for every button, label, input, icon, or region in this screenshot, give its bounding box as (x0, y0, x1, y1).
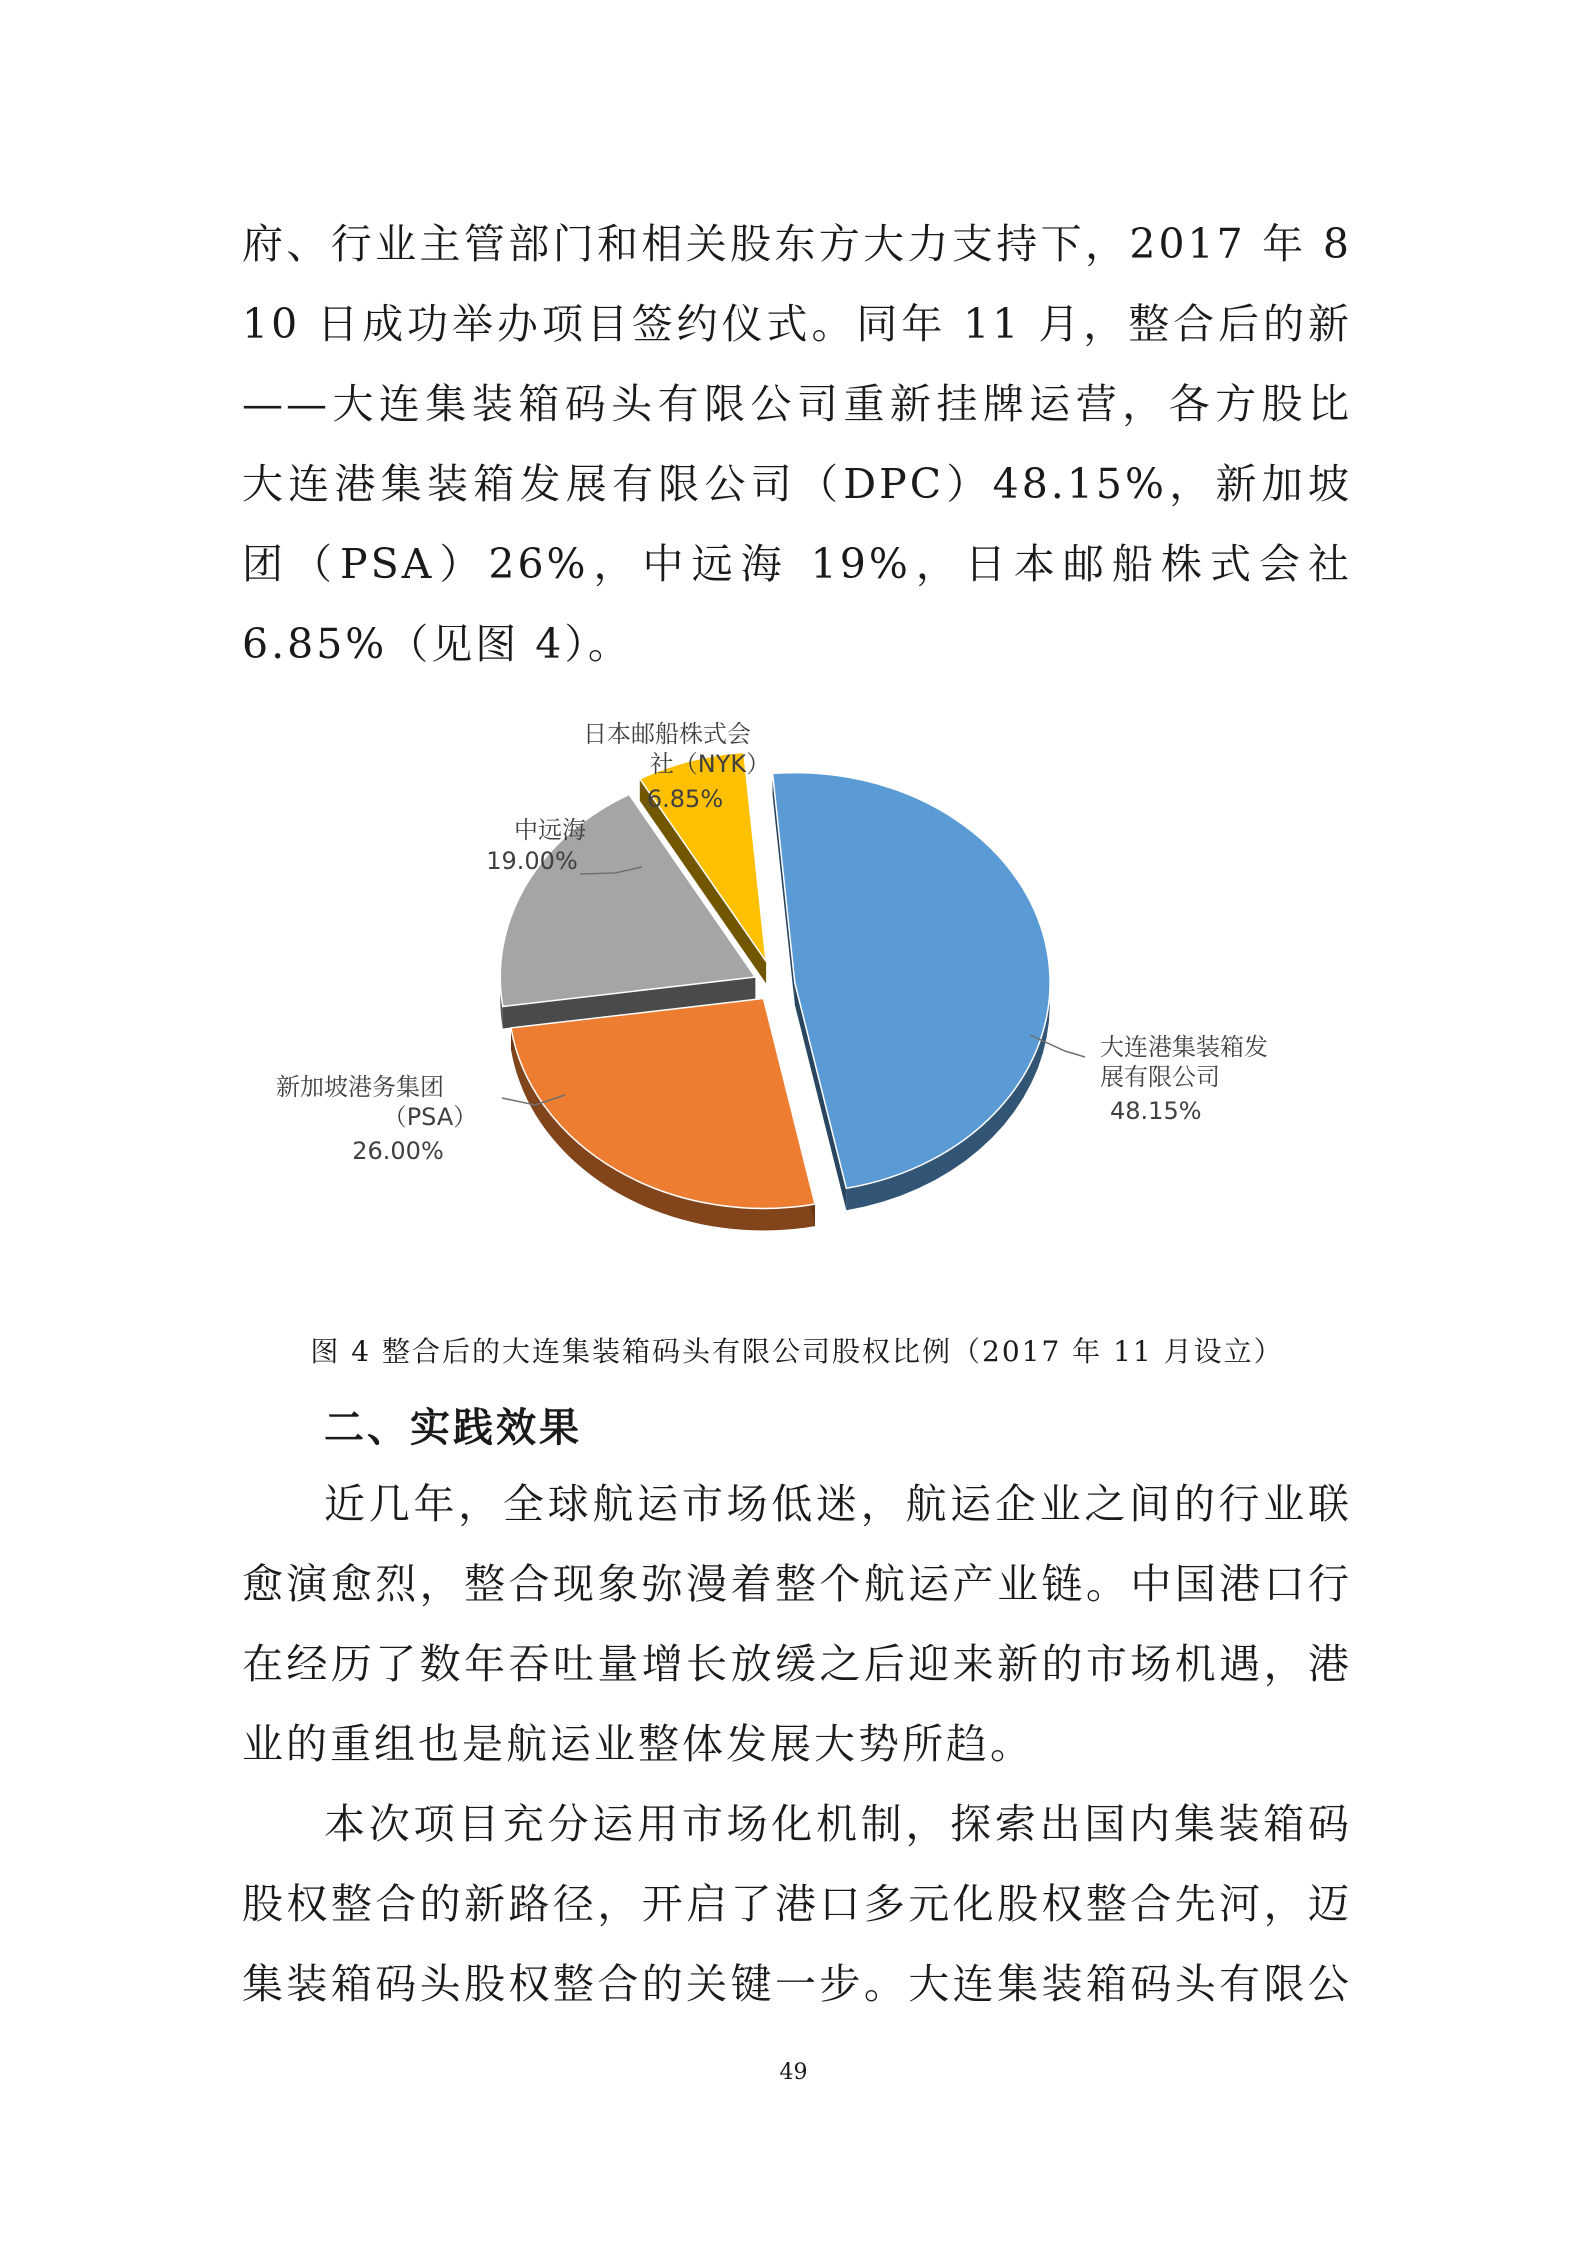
pie-slice-label: （PSA） (382, 1103, 478, 1131)
paragraph-practice-effect (242, 1464, 1352, 1784)
pie-value-label: 48.15% (1110, 1097, 1202, 1125)
text-line: 10 日成功举办项目签约仪式。同年 11 月，整合后的新 (242, 300, 1352, 348)
ownership-pie-chart (230, 715, 1360, 1255)
text-line: 府、行业主管部门和相关股东方大力支持下，2017 年 8 (242, 220, 1352, 268)
figure-caption: 图 4 整合后的大连集装箱码头有限公司股权比例（2017 年 11 月设立） (310, 1335, 1284, 1368)
text-line: 大连港集装箱发展有限公司（DPC）48.15%，新加坡 (242, 460, 1352, 508)
text-line: 6.85%（见图 4）。 (242, 620, 632, 668)
pie-value-label: 19.00% (486, 847, 578, 875)
pie-slice-label: 日本邮船株式会 (583, 720, 751, 748)
text-line: 业的重组也是航运业整体发展大势所趋。 (242, 1720, 1034, 1768)
pie-chart-svg (230, 715, 1360, 1255)
text-line: 集装箱码头股权整合的关键一步。大连集装箱码头有限公 (242, 1960, 1352, 2008)
text-line: ——大连集装箱码头有限公司重新挂牌运营，各方股比 (242, 380, 1352, 428)
pie-value-label: 26.00% (352, 1137, 444, 1165)
pie-slice-label: 大连港集装箱发 (1100, 1033, 1268, 1061)
pie-slice-label: 展有限公司 (1100, 1063, 1220, 1091)
pie-slice-label: 新加坡港务集团 (276, 1073, 444, 1101)
text-line: 近几年，全球航运市场低迷，航运企业之间的行业联 (324, 1480, 1352, 1528)
pie-slice-label: 中远海 (514, 816, 586, 844)
section-heading: 二、实践效果 (324, 1405, 582, 1451)
pie-slice-label: 社（NYK） (649, 750, 771, 778)
text-line: 股权整合的新路径，开启了港口多元化股权整合先河，迈 (242, 1880, 1352, 1928)
pie-slice (773, 773, 1050, 1189)
paragraph-ownership (242, 204, 1352, 684)
pie-slice (511, 998, 815, 1208)
text-line: 在经历了数年吞吐量增长放缓之后迎来新的市场机遇，港 (242, 1640, 1352, 1688)
page-number: 49 (779, 2060, 808, 2085)
text-line: 愈演愈烈，整合现象弥漫着整个航运产业链。中国港口行 (242, 1560, 1352, 1608)
pie-value-label: 6.85% (646, 785, 724, 813)
text-line: 团（PSA）26%，中远海 19%，日本邮船株式会社 (242, 540, 1352, 588)
text-line: 本次项目充分运用市场化机制，探索出国内集装箱码 (324, 1800, 1352, 1848)
paragraph-project (242, 1784, 1352, 2024)
